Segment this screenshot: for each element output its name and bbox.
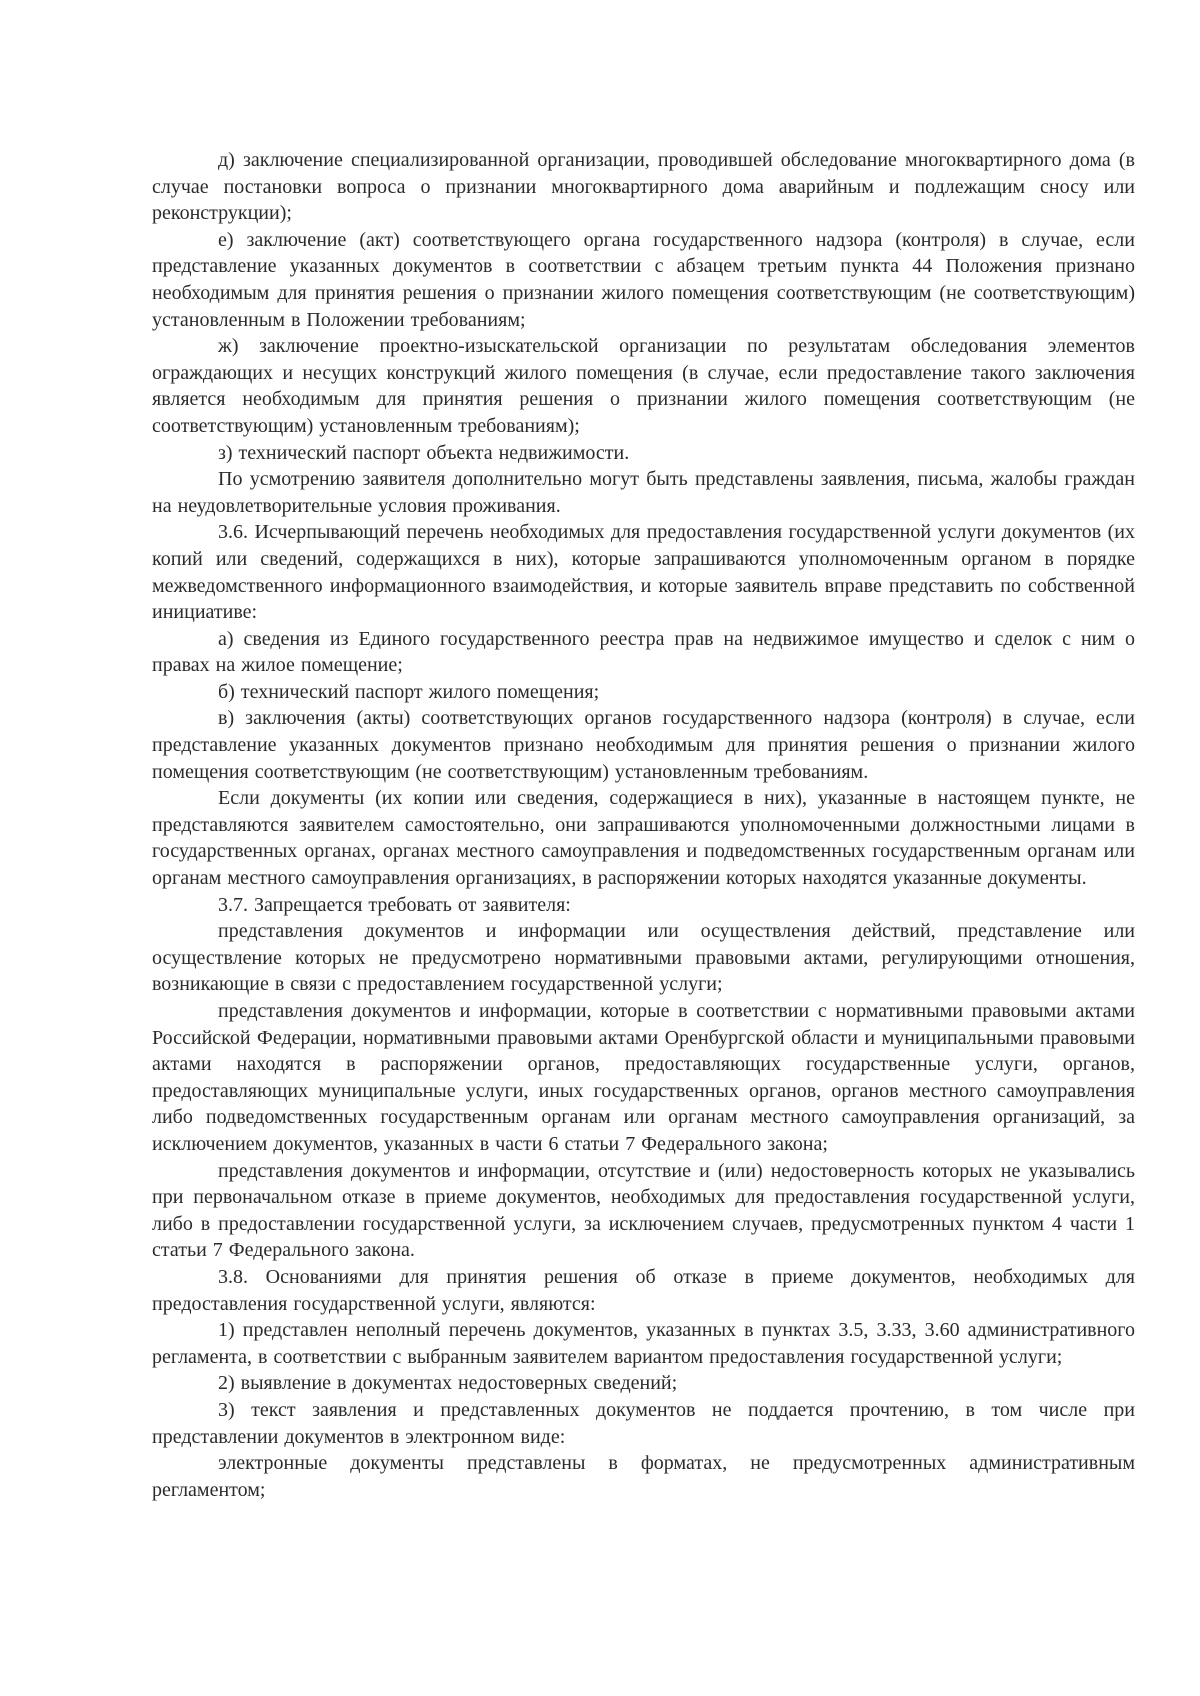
paragraph-discretion: По усмотрению заявителя дополнительно могут быть представлены заявления, письма, жалобы граждан на неудовлетворительные условия проживания.: [152, 468, 1135, 517]
paragraph-3-7-2: представления документов и информации, которые в соответствии с нормативными правовыми актами Российской Федерации, нормативными правовыми актами Оренбургской области и муниципальными правовыми актами находятся в распоряжении органов, предоставляющих государственные услуги, органов, предоставляющих муниципальные услуги, иных государственных органов, органов местного самоуправления либо подведомственных государственным органам или органам местного самоуправления организаций, за исключением документов, указанных в части 6 статьи 7 Федерального закона;: [152, 1000, 1135, 1155]
document-body: [152, 147, 1135, 1503]
paragraph-3-7: 3.7. Запрещается требовать от заявителя:: [218, 893, 571, 916]
paragraph-3-6-a: а) сведения из Единого государственного реестра прав на недвижимое имущество и сделок с ним о правах на жилое помещение;: [152, 627, 1135, 677]
paragraph-3-8-1: 1) представлен неполный перечень документов, указанных в пунктах 3.5, 3.33, 3.60 административного регламента, в соответствии с выбранным заявителем вариантом предоставления государственной услуги;: [152, 1319, 1135, 1368]
paragraph-3-7-1: представления документов и информации или осуществления действий, представление или осуществление которых не предусмотрено нормативными правовыми актами, регулирующими отношения, возникающие в связи с предоставлением государственной услуги;: [152, 920, 1135, 996]
paragraph-3-8-2: 2) выявление в документах недостоверных сведений;: [218, 1372, 678, 1395]
paragraph-3-6-v: в) заключения (акты) соответствующих органов государственного надзора (контроля) в случае, если представление указанных документов признано необходимым для принятия решения о признании жилого помещения соответствующим (не соответствующим) установленным требованиям.: [152, 707, 1135, 783]
paragraph-3-6-b: б) технический паспорт жилого помещения;: [218, 680, 600, 703]
paragraph-documents-request: Если документы (их копии или сведения, содержащиеся в них), указанные в настоящем пункте, не представляются заявителем самостоятельно, они запрашиваются уполномоченными должностными лицами в государственных органах, органах местного самоуправления и подведомственных государственным органам или органам местного самоуправления организациях, в распоряжении которых находятся указанные документы.: [152, 787, 1135, 890]
paragraph-3-6: 3.6. Исчерпывающий перечень необходимых для предоставления государственной услуги документов (их копий или сведений, содержащихся в них), которые запрашиваются уполномоченным органом в порядке межведомственного информационного взаимодействия, и которые заявитель вправе представить по собственной инициативе:: [152, 521, 1135, 624]
paragraph-item-d: д) заключение специализированной организации, проводившей обследование многоквартирного дома (в случае постановки вопроса о признании многоквартирного дома аварийным и подлежащим сносу или реконструкции);: [152, 149, 1135, 225]
paragraph-3-8-3: 3) текст заявления и представленных документов не поддается прочтению, в том числе при представлении документов в электронном виде:: [152, 1398, 1135, 1448]
paragraph-3-8: 3.8. Основаниями для принятия решения об отказе в приеме документов, необходимых для предоставления государственной услуги, являются:: [152, 1265, 1135, 1315]
paragraph-electronic-formats: электронные документы представлены в форматах, не предусмотренных административным регламентом;: [152, 1452, 1135, 1501]
paragraph-item-zh: ж) заключение проектно-изыскательской организации по результатам обследования элементов ограждающих и несущих конструкций жилого помещения (в случае, если предоставление такого заключения является необходимым для принятия решения о признании жилого помещения соответствующим (не соответствующим) установленным требованиям);: [152, 335, 1135, 437]
paragraph-item-e: е) заключение (акт) соответствующего органа государственного надзора (контроля) в случае, если представление указанных документов в соответствии с абзацем третьим пункта 44 Положения признано необходимым для принятия решения о признании жилого помещения соответствующим (не соответствующим) установленным в Положении требованиям;: [152, 228, 1135, 331]
paragraph-3-7-3: представления документов и информации, отсутствие и (или) недостоверность которых не указывались при первоначальном отказе в приеме документов, необходимых для предоставления государственной услуги, либо в предоставлении государственной услуги, за исключением случаев, предусмотренных пунктом 4 части 1 статьи 7 Федерального закона.: [152, 1159, 1135, 1262]
paragraph-item-z: з) технический паспорт объекта недвижимости.: [218, 441, 630, 464]
